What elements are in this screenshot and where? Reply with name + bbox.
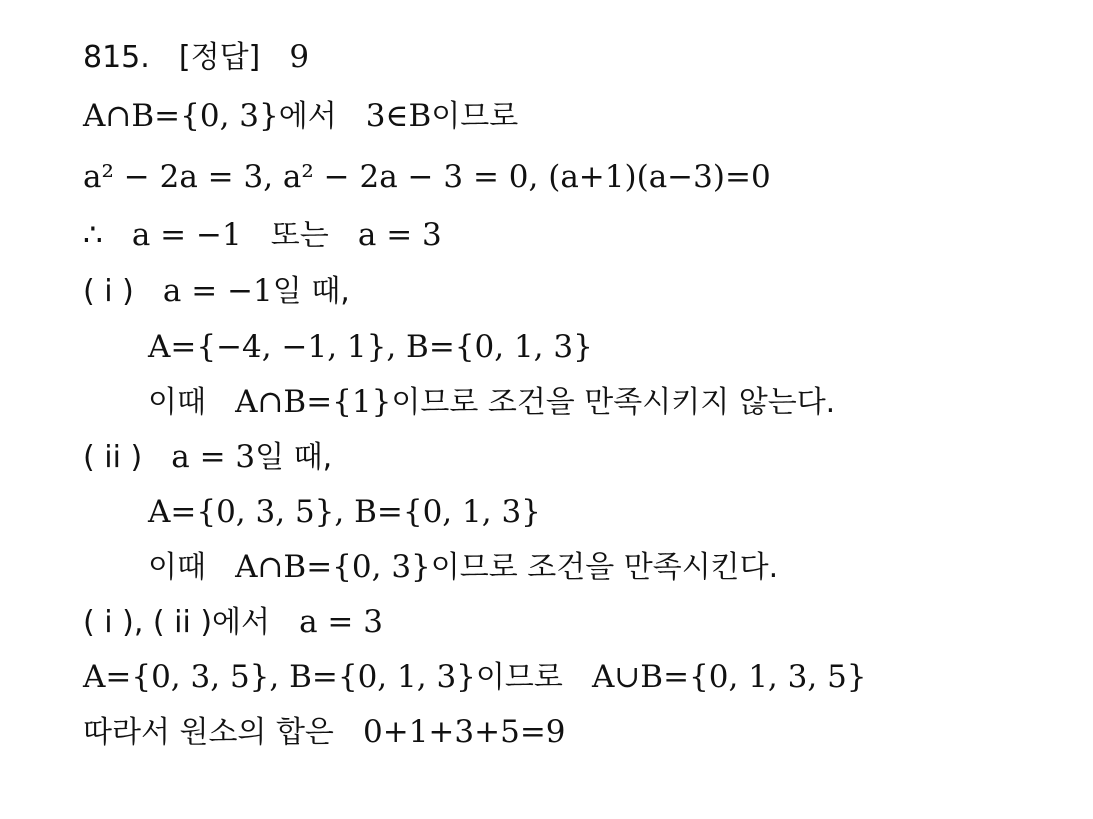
problem-header bbox=[83, 34, 309, 80]
math-expression: A∩B={0, 3} bbox=[235, 549, 431, 585]
korean-text: 이므로 조건을 만족시킨다. bbox=[430, 550, 779, 585]
combined-cases bbox=[83, 599, 383, 645]
math-expression: A∩B={1} bbox=[235, 384, 392, 420]
korean-text: 에서 bbox=[278, 99, 337, 134]
math-expression: a = −1 bbox=[131, 217, 242, 253]
answer-tag: [정답] bbox=[178, 40, 261, 75]
math-expression: A∩B={0, 3} bbox=[83, 98, 279, 134]
math-expression: 3∈B bbox=[365, 98, 432, 134]
korean-text: 이때 bbox=[148, 550, 206, 585]
korean-text: 일 때, bbox=[272, 274, 350, 309]
case-ii-heading bbox=[83, 434, 332, 480]
math-expression: A={−4, −1, 1}, B={0, 1, 3} bbox=[148, 329, 593, 365]
line-intersection-condition bbox=[83, 93, 518, 139]
math-expression: A={0, 3, 5}, B={0, 1, 3} bbox=[83, 659, 476, 695]
korean-text: 따라서 원소의 합은 bbox=[83, 715, 334, 750]
line-quadratic-equation bbox=[83, 154, 771, 200]
case-i-conclusion bbox=[148, 379, 835, 425]
therefore-symbol: ∴ bbox=[83, 217, 103, 253]
line-therefore bbox=[83, 212, 442, 258]
case-ii-conclusion bbox=[148, 544, 778, 590]
math-expression: a² − 2a = 3, a² − 2a − 3 = 0, (a+1)(a−3)=0 bbox=[83, 159, 771, 195]
case-i-heading bbox=[83, 268, 350, 314]
math-expression: A={0, 3, 5}, B={0, 1, 3} bbox=[148, 494, 541, 530]
problem-number: 815. bbox=[83, 40, 150, 75]
final-sets bbox=[83, 654, 867, 700]
korean-text: 이므로 bbox=[431, 99, 519, 134]
math-expression: a = −1 bbox=[162, 273, 273, 309]
sum-of-elements bbox=[83, 709, 566, 755]
case-ii-sets bbox=[148, 489, 541, 535]
korean-text: 이때 bbox=[148, 385, 206, 420]
korean-text: ( i ), ( ii )에서 bbox=[83, 605, 270, 640]
case-i-sets bbox=[148, 324, 593, 370]
math-expression: a = 3 bbox=[299, 604, 383, 640]
korean-text: 이므로 조건을 만족시키지 않는다. bbox=[391, 385, 836, 420]
case-label: ( i ) bbox=[83, 274, 134, 309]
math-expression: A∪B={0, 1, 3, 5} bbox=[591, 659, 867, 695]
answer-value: 9 bbox=[289, 39, 310, 75]
korean-text: 또는 bbox=[270, 218, 329, 253]
math-expression: a = 3 bbox=[171, 439, 256, 475]
math-expression: a = 3 bbox=[357, 217, 442, 253]
korean-text: 일 때, bbox=[255, 440, 333, 475]
korean-text: 이므로 bbox=[475, 660, 563, 695]
case-label: ( ii ) bbox=[83, 440, 143, 475]
math-expression: 0+1+3+5=9 bbox=[363, 714, 566, 750]
